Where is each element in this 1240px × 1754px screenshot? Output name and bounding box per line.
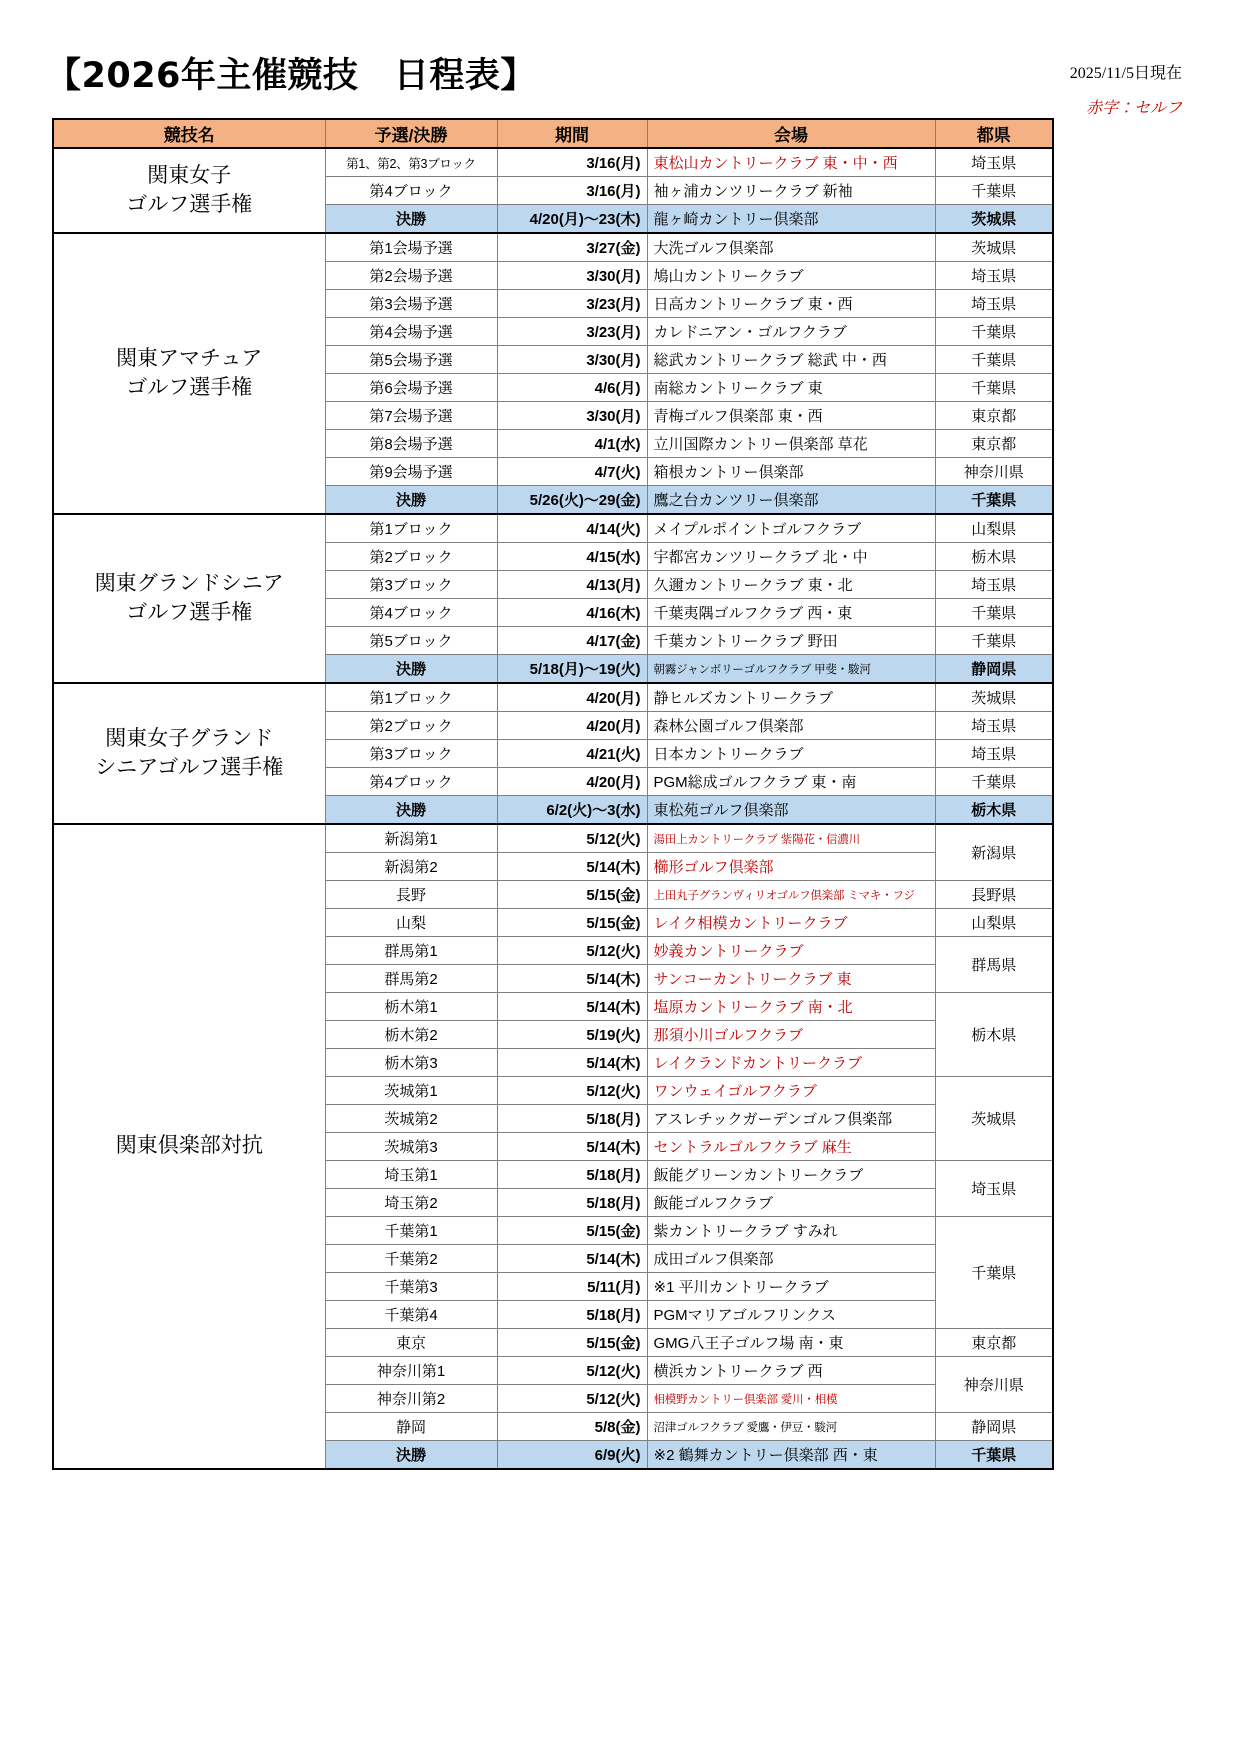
period-cell: 5/26(火)〜29(金) [497,486,647,515]
period-cell: 5/14(木) [497,853,647,881]
period-cell: 4/14(火) [497,514,647,543]
prefecture-cell: 山梨県 [935,514,1053,543]
venue-cell: 千葉カントリークラブ 野田 [647,627,935,655]
prefecture-cell: 埼玉県 [935,712,1053,740]
period-cell: 5/11(月) [497,1273,647,1301]
prefecture-cell: 千葉県 [935,374,1053,402]
venue-cell: 日本カントリークラブ [647,740,935,768]
col-header-round: 予選/決勝 [325,119,497,148]
venue-cell: 那須小川ゴルフクラブ [647,1021,935,1049]
venue-cell: カレドニアン・ゴルフクラブ [647,318,935,346]
venue-cell: 湯田上カントリークラブ 紫陽花・信濃川 [647,824,935,853]
table-row [53,148,1053,177]
prefecture-cell: 栃木県 [935,993,1053,1077]
prefecture-cell: 埼玉県 [935,262,1053,290]
round-cell: 第9会場予選 [325,458,497,486]
table-header [53,119,1053,148]
col-header-period: 期間 [497,119,647,148]
round-cell: 第4ブロック [325,599,497,627]
venue-cell: 成田ゴルフ倶楽部 [647,1245,935,1273]
prefecture-cell: 千葉県 [935,599,1053,627]
prefecture-cell: 千葉県 [935,627,1053,655]
table-row [53,824,1053,853]
prefecture-cell: 茨城県 [935,205,1053,234]
prefecture-cell: 東京都 [935,430,1053,458]
prefecture-cell: 茨城県 [935,683,1053,712]
period-cell: 5/14(木) [497,993,647,1021]
round-cell: 神奈川第2 [325,1385,497,1413]
venue-cell: 鷹之台カンツリー倶楽部 [647,486,935,515]
venue-cell: 久邇カントリークラブ 東・北 [647,571,935,599]
period-cell: 4/1(水) [497,430,647,458]
round-cell: 第3会場予選 [325,290,497,318]
venue-cell: 東松苑ゴルフ倶楽部 [647,796,935,825]
venue-cell: 総武カントリークラブ 総武 中・西 [647,346,935,374]
venue-cell: 龍ヶ崎カントリー倶楽部 [647,205,935,234]
round-cell: 決勝 [325,205,497,234]
period-cell: 5/8(金) [497,1413,647,1441]
prefecture-cell: 新潟県 [935,824,1053,881]
round-cell: 千葉第3 [325,1273,497,1301]
prefecture-cell: 千葉県 [935,177,1053,205]
venue-cell: PGMマリアゴルフリンクス [647,1301,935,1329]
col-header-event: 競技名 [53,119,325,148]
round-cell: 長野 [325,881,497,909]
venue-cell: 袖ヶ浦カンツリークラブ 新袖 [647,177,935,205]
prefecture-cell: 静岡県 [935,655,1053,684]
round-cell: 山梨 [325,909,497,937]
prefecture-cell: 東京都 [935,402,1053,430]
round-cell: 第4ブロック [325,768,497,796]
period-cell: 4/15(水) [497,543,647,571]
venue-cell: アスレチックガーデンゴルフ倶楽部 [647,1105,935,1133]
round-cell: 第5会場予選 [325,346,497,374]
schedule-table [52,118,1054,1470]
prefecture-cell: 神奈川県 [935,458,1053,486]
round-cell: 決勝 [325,1441,497,1470]
venue-cell: 紫カントリークラブ すみれ [647,1217,935,1245]
period-cell: 5/18(月) [497,1301,647,1329]
round-cell: 第8会場予選 [325,430,497,458]
round-cell: 茨城第2 [325,1105,497,1133]
venue-cell: 日高カントリークラブ 東・西 [647,290,935,318]
prefecture-cell: 神奈川県 [935,1357,1053,1413]
venue-cell: セントラルゴルフクラブ 麻生 [647,1133,935,1161]
prefecture-cell: 千葉県 [935,1441,1053,1470]
round-cell: 東京 [325,1329,497,1357]
venue-cell: 千葉夷隅ゴルフクラブ 西・東 [647,599,935,627]
round-cell: 第2ブロック [325,712,497,740]
period-cell: 5/14(木) [497,1049,647,1077]
prefecture-cell: 千葉県 [935,346,1053,374]
period-cell: 4/20(月)〜23(木) [497,205,647,234]
venue-cell: レイク相模カントリークラブ [647,909,935,937]
prefecture-cell: 埼玉県 [935,571,1053,599]
period-cell: 5/18(月) [497,1105,647,1133]
period-cell: 5/12(火) [497,1385,647,1413]
round-cell: 第4会場予選 [325,318,497,346]
prefecture-cell: 長野県 [935,881,1053,909]
venue-cell: 櫛形ゴルフ倶楽部 [647,853,935,881]
round-cell: 千葉第2 [325,1245,497,1273]
round-cell: 決勝 [325,655,497,684]
prefecture-cell: 群馬県 [935,937,1053,993]
period-cell: 5/12(火) [497,937,647,965]
prefecture-cell: 埼玉県 [935,740,1053,768]
prefecture-cell: 静岡県 [935,1413,1053,1441]
table-row [53,683,1053,712]
round-cell: 第7会場予選 [325,402,497,430]
event-name-cell: 関東倶楽部対抗 [53,824,325,1469]
period-cell: 5/14(木) [497,1245,647,1273]
round-cell: 第3ブロック [325,571,497,599]
venue-cell: 相模野カントリー倶楽部 愛川・相模 [647,1385,935,1413]
round-cell: 神奈川第1 [325,1357,497,1385]
round-cell: 埼玉第2 [325,1189,497,1217]
round-cell: 第6会場予選 [325,374,497,402]
round-cell: 第1ブロック [325,514,497,543]
period-cell: 4/21(火) [497,740,647,768]
venue-cell: 大洗ゴルフ倶楽部 [647,233,935,262]
round-cell: 群馬第1 [325,937,497,965]
round-cell: 第2ブロック [325,543,497,571]
period-cell: 5/15(金) [497,1329,647,1357]
venue-cell: 飯能グリーンカントリークラブ [647,1161,935,1189]
prefecture-cell: 東京都 [935,1329,1053,1357]
period-cell: 5/12(火) [497,824,647,853]
venue-cell: 静ヒルズカントリークラブ [647,683,935,712]
period-cell: 5/15(金) [497,909,647,937]
period-cell: 3/30(月) [497,346,647,374]
period-cell: 5/19(火) [497,1021,647,1049]
period-cell: 4/6(月) [497,374,647,402]
period-cell: 3/23(月) [497,290,647,318]
round-cell: 決勝 [325,796,497,825]
round-cell: 栃木第2 [325,1021,497,1049]
period-cell: 3/27(金) [497,233,647,262]
venue-cell: サンコーカントリークラブ 東 [647,965,935,993]
as-of-date: 2025/11/5日現在 [1069,65,1182,82]
venue-cell: 東松山カントリークラブ 東・中・西 [647,148,935,177]
event-name-cell: 関東アマチュア ゴルフ選手権 [53,233,325,514]
round-cell: 群馬第2 [325,965,497,993]
period-cell: 3/16(月) [497,148,647,177]
venue-cell: 宇都宮カンツリークラブ 北・中 [647,543,935,571]
round-cell: 第1会場予選 [325,233,497,262]
prefecture-cell: 山梨県 [935,909,1053,937]
period-cell: 3/16(月) [497,177,647,205]
period-cell: 4/17(金) [497,627,647,655]
venue-cell: 森林公園ゴルフ倶楽部 [647,712,935,740]
round-cell: 千葉第4 [325,1301,497,1329]
venue-cell: GMG八王子ゴルフ場 南・東 [647,1329,935,1357]
round-cell: 第3ブロック [325,740,497,768]
round-cell: 茨城第3 [325,1133,497,1161]
venue-cell: 沼津ゴルフクラブ 愛鷹・伊豆・駿河 [647,1413,935,1441]
period-cell: 5/14(木) [497,1133,647,1161]
prefecture-cell: 埼玉県 [935,1161,1053,1217]
event-name-cell: 関東女子グランド シニアゴルフ選手権 [53,683,325,824]
table-body [53,148,1053,1469]
venue-cell: ※2 鶴舞カントリー倶楽部 西・東 [647,1441,935,1470]
period-cell: 4/7(火) [497,458,647,486]
round-cell: 埼玉第1 [325,1161,497,1189]
period-cell: 3/30(月) [497,402,647,430]
venue-cell: 塩原カントリークラブ 南・北 [647,993,935,1021]
venue-cell: 青梅ゴルフ倶楽部 東・西 [647,402,935,430]
period-cell: 5/14(木) [497,965,647,993]
prefecture-cell: 千葉県 [935,768,1053,796]
table-row [53,233,1053,262]
period-cell: 4/13(月) [497,571,647,599]
prefecture-cell: 栃木県 [935,796,1053,825]
round-cell: 茨城第1 [325,1077,497,1105]
period-cell: 5/12(火) [497,1357,647,1385]
period-cell: 5/12(火) [497,1077,647,1105]
prefecture-cell: 埼玉県 [935,290,1053,318]
table-row [53,514,1053,543]
period-cell: 4/20(月) [497,768,647,796]
round-cell: 第1ブロック [325,683,497,712]
prefecture-cell: 千葉県 [935,486,1053,515]
venue-cell: 妙義カントリークラブ [647,937,935,965]
venue-cell: 南総カントリークラブ 東 [647,374,935,402]
period-cell: 3/30(月) [497,262,647,290]
venue-cell: 朝霧ジャンボリーゴルフクラブ 甲斐・駿河 [647,655,935,684]
round-cell: 第2会場予選 [325,262,497,290]
prefecture-cell: 茨城県 [935,1077,1053,1161]
prefecture-cell: 埼玉県 [935,148,1053,177]
period-cell: 6/2(火)〜3(水) [497,796,647,825]
period-cell: 3/23(月) [497,318,647,346]
round-cell: 第5ブロック [325,627,497,655]
venue-cell: ワンウェイゴルフクラブ [647,1077,935,1105]
period-cell: 4/20(月) [497,683,647,712]
period-cell: 4/16(木) [497,599,647,627]
col-header-venue: 会場 [647,119,935,148]
venue-cell: 飯能ゴルフクラブ [647,1189,935,1217]
round-cell: 第1、第2、第3ブロック [325,148,497,177]
venue-cell: 鳩山カントリークラブ [647,262,935,290]
period-cell: 5/15(金) [497,881,647,909]
period-cell: 5/18(月)〜19(火) [497,655,647,684]
prefecture-cell: 茨城県 [935,233,1053,262]
round-cell: 決勝 [325,486,497,515]
venue-cell: 箱根カントリー倶楽部 [647,458,935,486]
round-cell: 静岡 [325,1413,497,1441]
header-row [53,119,1053,148]
period-cell: 5/15(金) [497,1217,647,1245]
round-cell: 千葉第1 [325,1217,497,1245]
period-cell: 4/20(月) [497,712,647,740]
event-name-cell: 関東グランドシニア ゴルフ選手権 [53,514,325,683]
page-header [0,0,1240,117]
period-cell: 5/18(月) [497,1189,647,1217]
col-header-pref: 都県 [935,119,1053,148]
prefecture-cell: 千葉県 [935,318,1053,346]
round-cell: 第4ブロック [325,177,497,205]
venue-cell: メイプルポイントゴルフクラブ [647,514,935,543]
venue-cell: 立川国際カントリー倶楽部 草花 [647,430,935,458]
legend-self-note: 赤字：セルフ [1085,100,1182,117]
round-cell: 新潟第1 [325,824,497,853]
venue-cell: レイクランドカントリークラブ [647,1049,935,1077]
round-cell: 栃木第1 [325,993,497,1021]
venue-cell: 上田丸子グランヴィリオゴルフ倶楽部 ミマキ・フジ [647,881,935,909]
round-cell: 栃木第3 [325,1049,497,1077]
prefecture-cell: 千葉県 [935,1217,1053,1329]
prefecture-cell: 栃木県 [935,543,1053,571]
venue-cell: 横浜カントリークラブ 西 [647,1357,935,1385]
page-title: 【2026年主催競技 日程表】 [46,56,536,96]
period-cell: 6/9(火) [497,1441,647,1470]
period-cell: 5/18(月) [497,1161,647,1189]
venue-cell: PGM総成ゴルフクラブ 東・南 [647,768,935,796]
round-cell: 新潟第2 [325,853,497,881]
venue-cell: ※1 平川カントリークラブ [647,1273,935,1301]
event-name-cell: 関東女子 ゴルフ選手権 [53,148,325,233]
